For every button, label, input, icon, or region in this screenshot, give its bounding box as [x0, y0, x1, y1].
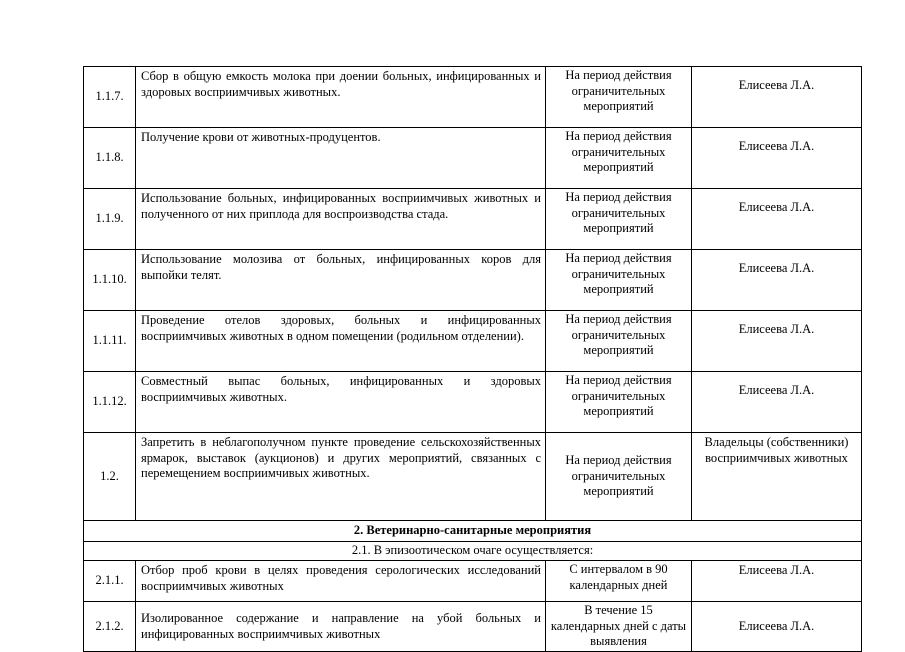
item-term: С интервалом в 90 календарных дней — [546, 561, 692, 602]
table-row — [84, 311, 862, 372]
item-number: 1.2. — [84, 433, 136, 521]
item-number: 1.1.8. — [84, 128, 136, 189]
subsection-row — [84, 542, 862, 561]
item-term: На период действия ограничительных мероприятий — [546, 250, 692, 311]
item-term: В течение 15 календарных дней с даты выявления — [546, 602, 692, 652]
item-number: 2.1.1. — [84, 561, 136, 602]
item-description: Отбор проб крови в целях проведения серологических исследований восприимчивых животных — [136, 561, 546, 602]
item-term: На период действия ограничительных мероприятий — [546, 372, 692, 433]
section-heading: 2. Ветеринарно-санитарные мероприятия — [84, 521, 862, 542]
item-description: Изолированное содержание и направление на убой больных и инфицированных восприимчивых животных — [136, 602, 546, 652]
item-term: На период действия ограничительных мероприятий — [546, 128, 692, 189]
item-responsible: Елисеева Л.А. — [692, 189, 862, 250]
item-number: 1.1.7. — [84, 67, 136, 128]
item-number: 1.1.11. — [84, 311, 136, 372]
item-number: 1.1.10. — [84, 250, 136, 311]
item-responsible: Елисеева Л.А. — [692, 250, 862, 311]
item-responsible: Елисеева Л.А. — [692, 372, 862, 433]
item-description: Получение крови от животных-продуцентов. — [136, 128, 546, 189]
table-row — [84, 189, 862, 250]
item-number: 1.1.12. — [84, 372, 136, 433]
item-description: Использование молозива от больных, инфицированных коров для выпойки телят. — [136, 250, 546, 311]
table-row — [84, 67, 862, 128]
item-responsible: Елисеева Л.А. — [692, 128, 862, 189]
item-responsible: Елисеева Л.А. — [692, 311, 862, 372]
item-number: 1.1.9. — [84, 189, 136, 250]
table-row — [84, 433, 862, 521]
item-responsible: Елисеева Л.А. — [692, 602, 862, 652]
item-description: Совместный выпас больных, инфицированных и здоровых восприимчивых животных. — [136, 372, 546, 433]
subsection-heading: 2.1. В эпизоотическом очаге осуществляется: — [84, 542, 862, 561]
table-row — [84, 602, 862, 652]
table-row — [84, 250, 862, 311]
item-number: 2.1.2. — [84, 602, 136, 652]
item-term: На период действия ограничительных мероприятий — [546, 189, 692, 250]
table-row — [84, 372, 862, 433]
measures-table — [83, 66, 862, 652]
section-row — [84, 521, 862, 542]
item-responsible: Владельцы (собственники) восприимчивых животных — [692, 433, 862, 521]
item-description: Запретить в неблагополучном пункте проведение сельскохозяйственных ярмарок, выставок (аукционов) и других мероприятий, связанных с перемещением восприимчивых животных. — [136, 433, 546, 521]
item-term: На период действия ограничительных мероприятий — [546, 433, 692, 521]
item-description: Использование больных, инфицированных восприимчивых животных и полученного от них приплода для воспроизводства стада. — [136, 189, 546, 250]
document-page — [83, 66, 862, 652]
item-term: На период действия ограничительных мероприятий — [546, 67, 692, 128]
item-description: Сбор в общую емкость молока при доении больных, инфицированных и здоровых восприимчивых животных. — [136, 67, 546, 128]
item-description: Проведение отелов здоровых, больных и инфицированных восприимчивых животных в одном помещении (родильном отделении). — [136, 311, 546, 372]
table-row — [84, 128, 862, 189]
item-responsible: Елисеева Л.А. — [692, 67, 862, 128]
table-row — [84, 561, 862, 602]
item-term: На период действия ограничительных мероприятий — [546, 311, 692, 372]
item-responsible: Елисеева Л.А. — [692, 561, 862, 602]
